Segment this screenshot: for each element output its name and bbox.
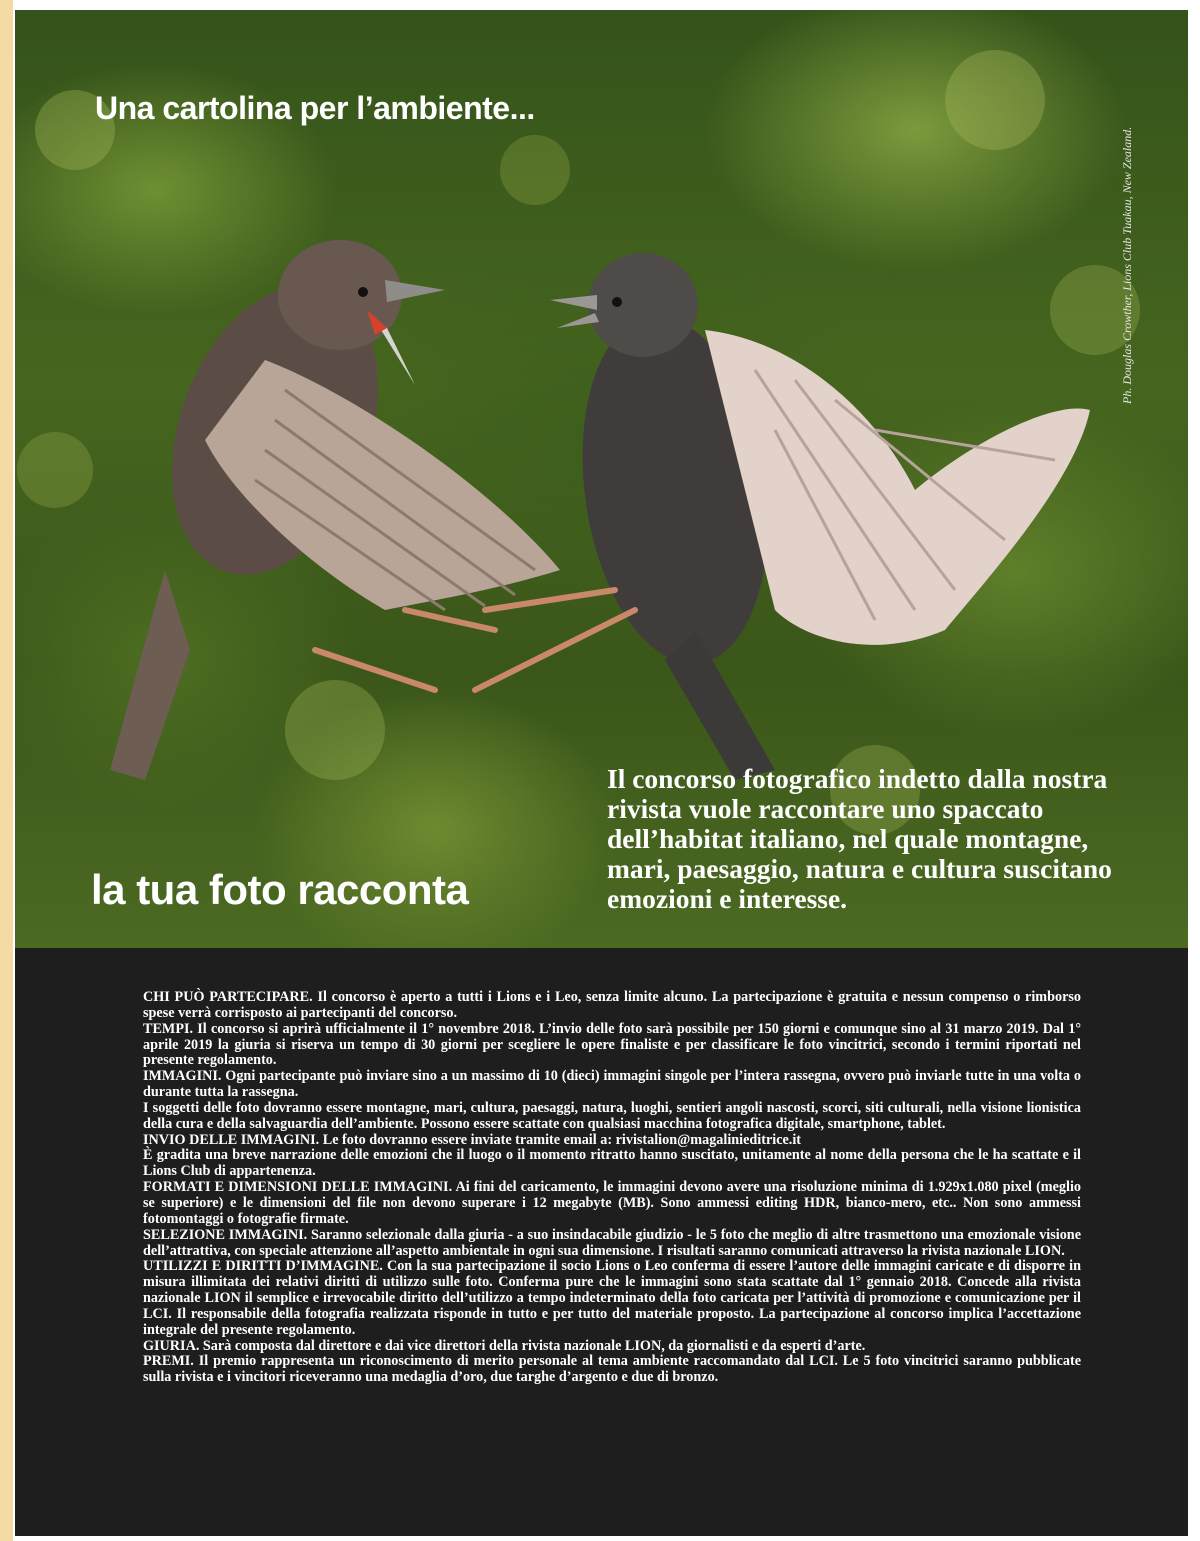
lead-line: mari, paesaggio, natura e cultura suscitano	[607, 853, 1112, 884]
photo-credit: Ph. Douglas Crowther, Lions Club Tuakau, New Zealand.	[1120, 126, 1134, 404]
lead-line: dell’habitat italiano, nel quale montagne,	[607, 823, 1089, 854]
rule-paragraph: PREMI. Il premio rappresenta un riconoscimento di merito personale al tema ambiente raccomandato dal LCI. Le 5 foto vincitrici saranno pubblicate sulla rivista e i vincitori riceveranno una medaglia d’oro, due targhe d’argento e due di bronzo.	[143, 1353, 1081, 1386]
headline-bottom: la tua foto racconta	[91, 866, 469, 913]
rule-paragraph: IMMAGINI. Ogni partecipante può inviare sino a un massimo di 10 (dieci) immagini singole per l’intera rassegna, ovvero può inviarle tutte in una volta o durante tutta la rassegna.	[143, 1068, 1081, 1101]
rule-paragraph: GIURIA. Sarà composta dal direttore e dai vice direttori della rivista nazionale LION, da giornalisti e da esperti d’arte.	[143, 1337, 866, 1354]
rule-paragraph: CHI PUÒ PARTECIPARE. Il concorso è aperto a tutti i Lions e i Leo, senza limite alcuno. La partecipazione è gratuita e nessun compenso o rimborso spese verrà corrisposto ai partecipanti del concorso.	[143, 989, 1081, 1021]
rule-paragraph: INVIO DELLE IMMAGINI. Le foto dovranno essere inviate tramite email a: rivistalion@magalinieditrice.it	[143, 1131, 802, 1148]
rule-paragraph: FORMATI E DIMENSIONI DELLE IMMAGINI. Ai fini del caricamento, le immagini devono avere una risoluzione minima di 1.929x1.080 pixel (meglio se superiore) e le dimensioni del file non devono superare i 12 megabyte (MB). Sono ammessi editing HDR, bianco-mero, etc.. Non sono ammessi fotomontaggi o fotografie firmate.	[143, 1179, 1081, 1227]
lead-line: emozioni e interesse.	[607, 883, 848, 914]
page-edge-strip	[0, 0, 13, 1541]
lead-line: rivista vuole raccontare uno spaccato	[607, 793, 1044, 824]
lead-paragraph	[607, 764, 1137, 914]
rule-paragraph: UTILIZZI E DIRITTI D’IMMAGINE. Con la sua partecipazione il socio Lions o Leo conferma di essere l’autore delle immagini caricate e di disporre in misura illimitata dei relativi diritti di utilizzo sulle foto. Conferma pure che le immagini sono stata scattate dal 1° gennaio 2018. Concede alla rivista nazionale LION il semplice e irrevocabile diritto dell’utilizzo a tempo indeterminato della foto caricata per l’attività di promozione e comunicazione per il LCI. Il responsabile della fotografia realizzata risponde in tutto e per tutto del materiale proposto. La partecipazione al concorso implica l’accettazione integrale del presente regolamento.	[143, 1258, 1081, 1338]
rule-paragraph: I soggetti delle foto dovranno essere montagne, mari, cultura, paesaggi, natura, luoghi, sentieri angoli nascosti, scorci, siti culturali, nella visione lionistica della cura e della salvaguardia dell’ambiente. Possono essere scattate con qualsiasi macchina fotografica digitale, smartphone, tablet.	[143, 1099, 1081, 1132]
lead-line: Il concorso fotografico indetto dalla nostra	[607, 763, 1108, 794]
cover-photo-starlings	[15, 10, 1188, 948]
rule-paragraph: TEMPI. Il concorso si aprirà ufficialmente il 1° novembre 2018. L’invio delle foto sarà possibile per 150 giorni e comunque sino al 31 marzo 2019. Dal 1° aprile 2019 la giuria si riserva un tempo di 30 giorni per scegliere le opere finaliste e per classificare le foto vincitrici, secondo i termini riportati nel presente regolamento.	[143, 1020, 1081, 1069]
rule-paragraph: SELEZIONE IMMAGINI. Saranno selezionale dalla giuria - a suo insindacabile giudizio - le 5 foto che meglio di altre trasmettono una emozionale visione dell’attrattiva, con speciale attenzione all’aspetto ambientale in ogni sua dimensione. I risultati saranno comunicati attraverso la rivista nazionale LION.	[143, 1226, 1081, 1259]
rules-panel	[15, 948, 1188, 1536]
contest-rules	[143, 990, 1081, 1386]
headline-top: Una cartolina per l’ambiente...	[95, 90, 535, 126]
rule-paragraph: È gradita una breve narrazione delle emozioni che il luogo o il momento ritratto hanno suscitato, unitamente al nome della persona che le ha scattate e il Lions Club di appartenenza.	[143, 1147, 1081, 1180]
